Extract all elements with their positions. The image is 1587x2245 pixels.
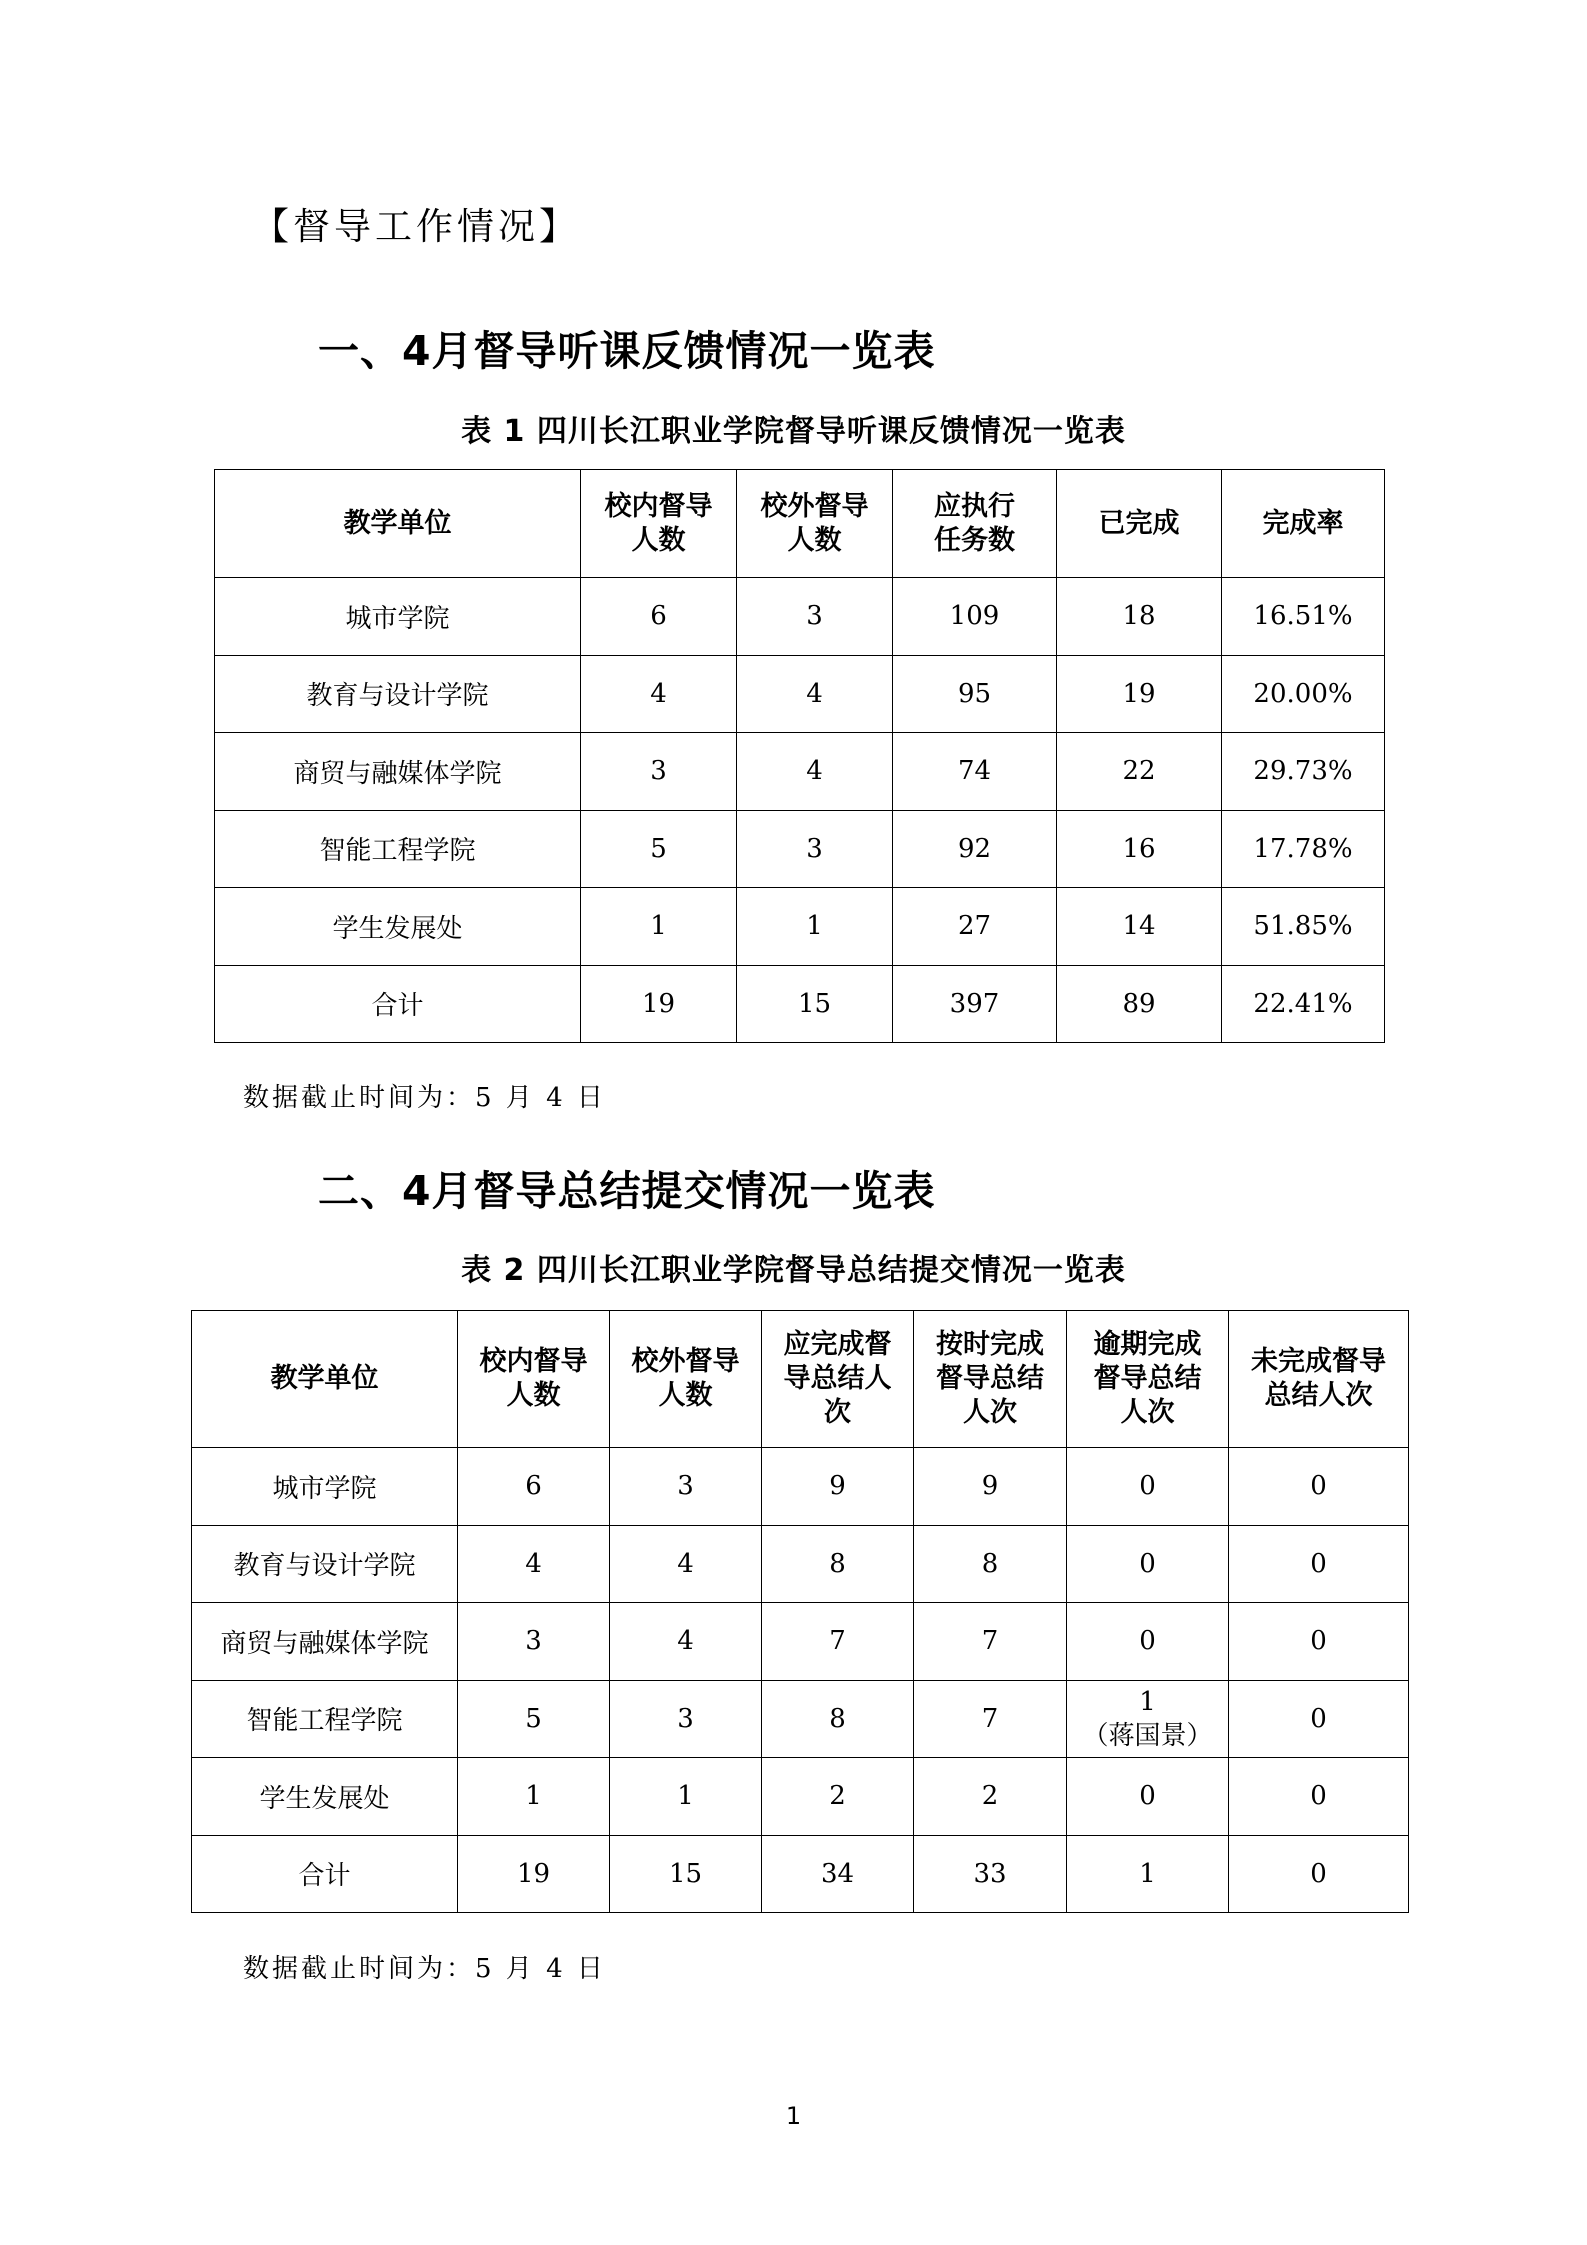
cell-internal: 3 (458, 1603, 610, 1681)
cell-incomplete: 0 (1229, 1448, 1409, 1526)
table-row (215, 733, 1385, 811)
cell-completed: 22 (1057, 733, 1222, 811)
cell-overdue: 0 (1067, 1758, 1229, 1836)
cell-unit: 智能工程学院 (215, 810, 581, 888)
cell-completed: 14 (1057, 888, 1222, 966)
cell-overdue: 1 (1067, 1835, 1229, 1913)
cell-ontime: 7 (914, 1603, 1067, 1681)
cell-unit: 商贸与融媒体学院 (192, 1603, 458, 1681)
cell-ontime: 9 (914, 1448, 1067, 1526)
cell-unit: 智能工程学院 (192, 1680, 458, 1758)
cell-rate: 22.41% (1222, 965, 1385, 1043)
cell-tasks: 27 (893, 888, 1057, 966)
cell-completed: 89 (1057, 965, 1222, 1043)
cell-external: 1 (610, 1758, 762, 1836)
header-cell-internal-supervisors: 校内督导 人数 (581, 470, 737, 578)
header-cell-completion-rate: 完成率 (1222, 470, 1385, 578)
cell-external: 4 (737, 655, 893, 733)
table-header-row (192, 1311, 1409, 1448)
cell-tasks: 92 (893, 810, 1057, 888)
header-cell-ontime-summaries: 按时完成 督导总结 人次 (914, 1311, 1067, 1448)
cell-unit: 合计 (192, 1835, 458, 1913)
header-cell-incomplete-summaries: 未完成督导 总结人次 (1229, 1311, 1409, 1448)
header-cell-assigned-tasks: 应执行 任务数 (893, 470, 1057, 578)
cell-unit: 商贸与融媒体学院 (215, 733, 581, 811)
table-total-row (215, 965, 1385, 1043)
cell-rate: 17.78% (1222, 810, 1385, 888)
cell-unit: 城市学院 (192, 1448, 458, 1526)
cell-rate: 51.85% (1222, 888, 1385, 966)
cell-required: 34 (762, 1835, 914, 1913)
cell-required: 9 (762, 1448, 914, 1526)
cell-required: 2 (762, 1758, 914, 1836)
section1-heading: 一、4月督导听课反馈情况一览表 (318, 327, 936, 375)
cell-overdue: 0 (1067, 1448, 1229, 1526)
table-row (215, 810, 1385, 888)
header-cell-internal-supervisors: 校内督导 人数 (458, 1311, 610, 1448)
cell-rate: 20.00% (1222, 655, 1385, 733)
cell-internal: 19 (458, 1835, 610, 1913)
cell-unit: 教育与设计学院 (192, 1525, 458, 1603)
header-cell-external-supervisors: 校外督导 人数 (737, 470, 893, 578)
cell-completed: 18 (1057, 578, 1222, 656)
header-cell-overdue-summaries: 逾期完成 督导总结 人次 (1067, 1311, 1229, 1448)
cell-external: 3 (737, 810, 893, 888)
cell-unit: 学生发展处 (192, 1758, 458, 1836)
table-header-row (215, 470, 1385, 578)
cell-external: 4 (610, 1603, 762, 1681)
cell-tasks: 95 (893, 655, 1057, 733)
cell-overdue: 0 (1067, 1603, 1229, 1681)
cell-external: 4 (737, 733, 893, 811)
cell-unit: 城市学院 (215, 578, 581, 656)
cell-internal: 5 (458, 1680, 610, 1758)
page-number: 1 (785, 2102, 802, 2130)
header-cell-external-supervisors: 校外督导 人数 (610, 1311, 762, 1448)
cell-internal: 3 (581, 733, 737, 811)
cell-unit: 教育与设计学院 (215, 655, 581, 733)
cell-internal: 6 (458, 1448, 610, 1526)
cell-incomplete: 0 (1229, 1680, 1409, 1758)
cell-ontime: 33 (914, 1835, 1067, 1913)
table-row (192, 1680, 1409, 1758)
table-row (215, 655, 1385, 733)
overdue-count: 1 (1139, 1686, 1156, 1717)
cell-internal: 5 (581, 810, 737, 888)
cell-external: 3 (610, 1680, 762, 1758)
table-row (192, 1603, 1409, 1681)
cell-required: 7 (762, 1603, 914, 1681)
overdue-person-note: （蒋国景） (1082, 1720, 1213, 1751)
cell-tasks: 109 (893, 578, 1057, 656)
table-row (192, 1525, 1409, 1603)
header-cell-unit: 教学单位 (192, 1311, 458, 1448)
cell-incomplete: 0 (1229, 1835, 1409, 1913)
header-cell-unit: 教学单位 (215, 470, 581, 578)
cell-required: 8 (762, 1525, 914, 1603)
supervision-summary-table (191, 1310, 1409, 1913)
section2-heading: 二、4月督导总结提交情况一览表 (318, 1167, 936, 1215)
header-cell-completed: 已完成 (1057, 470, 1222, 578)
cell-internal: 1 (458, 1758, 610, 1836)
cell-rate: 29.73% (1222, 733, 1385, 811)
cell-completed: 16 (1057, 810, 1222, 888)
cell-external: 3 (737, 578, 893, 656)
table2-caption: 表 2 四川长江职业学院督导总结提交情况一览表 (461, 1253, 1126, 1288)
cell-incomplete: 0 (1229, 1603, 1409, 1681)
cell-rate: 16.51% (1222, 578, 1385, 656)
header-cell-required-summaries: 应完成督 导总结人 次 (762, 1311, 914, 1448)
section-header: 【督导工作情况】 (252, 205, 580, 248)
cell-ontime: 8 (914, 1525, 1067, 1603)
supervision-feedback-table (214, 469, 1385, 1043)
cell-external: 15 (610, 1835, 762, 1913)
cell-tasks: 397 (893, 965, 1057, 1043)
cell-external: 3 (610, 1448, 762, 1526)
cell-ontime: 7 (914, 1680, 1067, 1758)
cell-internal: 6 (581, 578, 737, 656)
cell-external: 15 (737, 965, 893, 1043)
cell-external: 4 (610, 1525, 762, 1603)
cell-internal: 4 (581, 655, 737, 733)
cell-required: 8 (762, 1680, 914, 1758)
cell-overdue: 0 (1067, 1525, 1229, 1603)
table-total-row (192, 1835, 1409, 1913)
cell-internal: 4 (458, 1525, 610, 1603)
cell-internal: 19 (581, 965, 737, 1043)
table1-cutoff-note: 数据截止时间为：5 月 4 日 (243, 1083, 606, 1113)
table-row (192, 1448, 1409, 1526)
cell-internal: 1 (581, 888, 737, 966)
table2-cutoff-note: 数据截止时间为：5 月 4 日 (243, 1954, 606, 1984)
table-row (192, 1758, 1409, 1836)
cell-external: 1 (737, 888, 893, 966)
cell-unit: 学生发展处 (215, 888, 581, 966)
cell-incomplete: 0 (1229, 1758, 1409, 1836)
table1-caption: 表 1 四川长江职业学院督导听课反馈情况一览表 (461, 414, 1126, 449)
table-row (215, 578, 1385, 656)
cell-incomplete: 0 (1229, 1525, 1409, 1603)
cell-ontime: 2 (914, 1758, 1067, 1836)
cell-overdue (1067, 1680, 1229, 1758)
cell-unit: 合计 (215, 965, 581, 1043)
table-row (215, 888, 1385, 966)
cell-completed: 19 (1057, 655, 1222, 733)
cell-tasks: 74 (893, 733, 1057, 811)
